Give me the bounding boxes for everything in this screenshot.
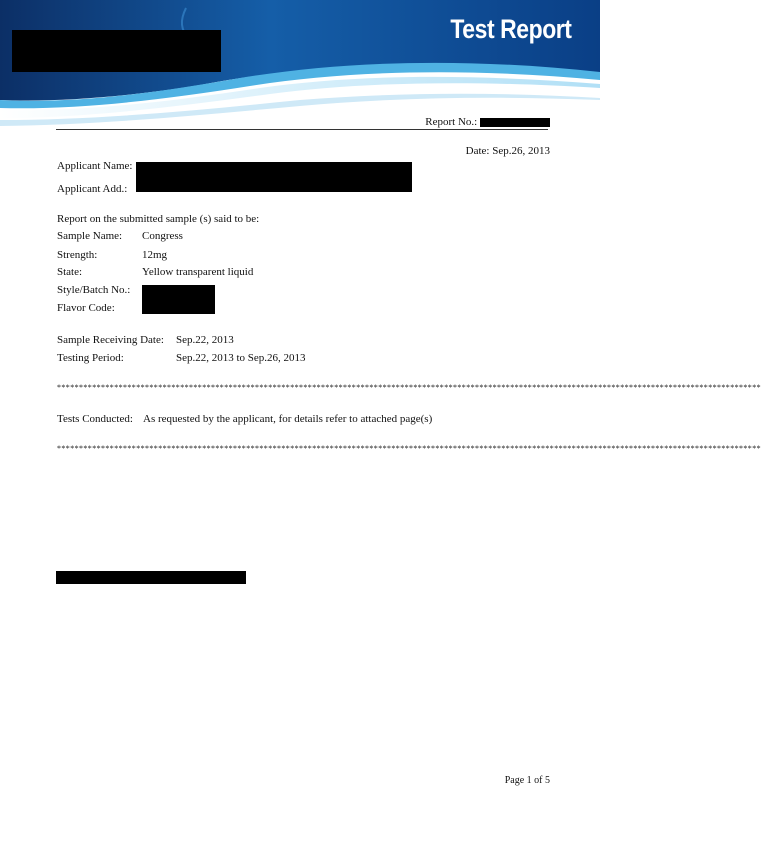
sample-intro: Report on the submitted sample (s) said to be: (57, 213, 260, 225)
separator-bottom: **************************************************************************************************************************************************************** (57, 444, 761, 453)
strength-value: 12mg (142, 249, 168, 261)
sample-name-label: Sample Name: (57, 230, 123, 242)
batch-flavor-redacted (142, 285, 215, 314)
sample-name-row (57, 230, 183, 242)
signature-redacted (56, 571, 246, 584)
report-header (0, 0, 600, 132)
applicant-details-redacted (136, 162, 412, 192)
header-rule (56, 129, 548, 130)
header-title: Test Report (450, 14, 572, 44)
strength-label: Strength: (57, 249, 98, 261)
receiving-date-value: Sep.22, 2013 (176, 334, 234, 346)
report-date: Date: Sep.26, 2013 (465, 145, 550, 157)
separator-top: **************************************************************************************************************************************************************** (57, 383, 761, 392)
report-number (425, 116, 550, 128)
receiving-date-label: Sample Receiving Date: (57, 334, 164, 346)
state-value: Yellow transparent liquid (142, 266, 254, 278)
state-label: State: (57, 266, 83, 278)
applicant-name-label: Applicant Name: (57, 160, 133, 172)
strength-row (57, 249, 167, 261)
report-number-redacted (480, 118, 550, 127)
sample-name-value: Congress (142, 230, 183, 242)
testing-period-value: Sep.22, 2013 to Sep.26, 2013 (176, 352, 306, 364)
company-logo-redacted (12, 30, 221, 72)
report-number-label: Report No.: (425, 116, 478, 128)
tests-conducted-row (57, 413, 432, 425)
batch-label: Style/Batch No.: (57, 284, 131, 296)
state-row (57, 266, 253, 278)
testing-period-label: Testing Period: (57, 352, 124, 364)
page-number: Page 1 of 5 (504, 775, 550, 786)
tests-conducted-label: Tests Conducted: (57, 413, 133, 425)
receiving-date-row (57, 334, 234, 346)
applicant-address-label: Applicant Add.: (57, 183, 128, 195)
tests-conducted-value: As requested by the applicant, for details refer to attached page(s) (143, 413, 433, 425)
testing-period-row (57, 352, 306, 364)
flavor-label: Flavor Code: (57, 302, 115, 314)
